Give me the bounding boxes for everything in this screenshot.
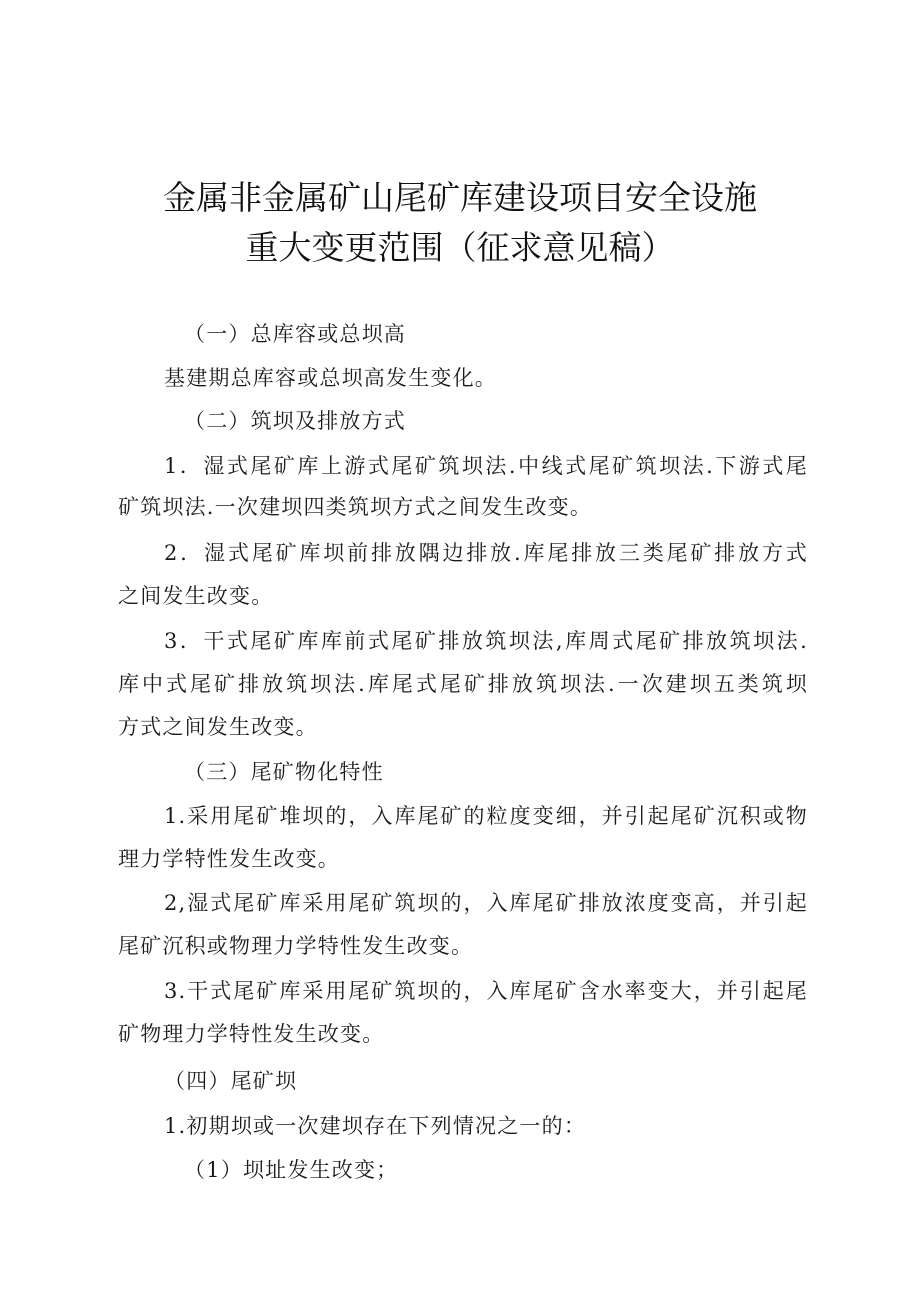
paragraph-line: 1.采用尾矿堆坝的，入库尾矿的粒度变细，并引起尾矿沉积或物: [164, 804, 808, 828]
section-heading-2: （二）筑坝及排放方式: [184, 409, 406, 433]
paragraph-line: 2,湿式尾矿库采用尾矿筑坝的，入库尾矿排放浓度变高，并引起: [164, 891, 808, 915]
paragraph-line: 库中式尾矿排放筑坝法.库尾式尾矿排放筑坝法.一次建坝五类筑坝: [118, 672, 808, 696]
paragraph-line: 之间发生改变。: [118, 584, 274, 608]
paragraph-line: 矿物理力学特性发生改变。: [118, 1022, 385, 1046]
section-heading-3: （三）尾矿物化特性: [184, 760, 384, 784]
paragraph-line: （1）坝址发生改变；: [184, 1158, 399, 1182]
document-title-line-1: 金属非金属矿山尾矿库建设项目安全设施: [163, 178, 757, 217]
section-heading-4: （四）尾矿坝: [164, 1069, 298, 1093]
paragraph-line: 1.初期坝或一次建坝存在下列情况之一的：: [164, 1114, 587, 1138]
paragraph-line: 基建期总库容或总坝高发生变化。: [164, 366, 497, 390]
paragraph-line: 尾矿沉积或物理力学特性发生改变。: [118, 934, 474, 958]
document-title-line-2: 重大变更范围（征求意见稿）: [245, 228, 675, 267]
paragraph-line: 2．湿式尾矿库坝前排放隅边排放.库尾排放三类尾矿排放方式: [164, 541, 808, 565]
section-heading-1: （一）总库容或总坝高: [184, 322, 406, 346]
paragraph-line: 矿筑坝法.一次建坝四类筑坝方式之间发生改变。: [118, 495, 593, 519]
paragraph-line: 1．湿式尾矿库上游式尾矿筑坝法.中线式尾矿筑坝法.下游式尾: [164, 454, 808, 478]
paragraph-line: 3．干式尾矿库库前式尾矿排放筑坝法,库周式尾矿排放筑坝法.: [164, 629, 808, 653]
paragraph-line: 理力学特性发生改变。: [118, 847, 340, 871]
paragraph-line: 3.干式尾矿库采用尾矿筑坝的，入库尾矿含水率变大，并引起尾: [164, 979, 808, 1003]
paragraph-line: 方式之间发生改变。: [118, 715, 318, 739]
